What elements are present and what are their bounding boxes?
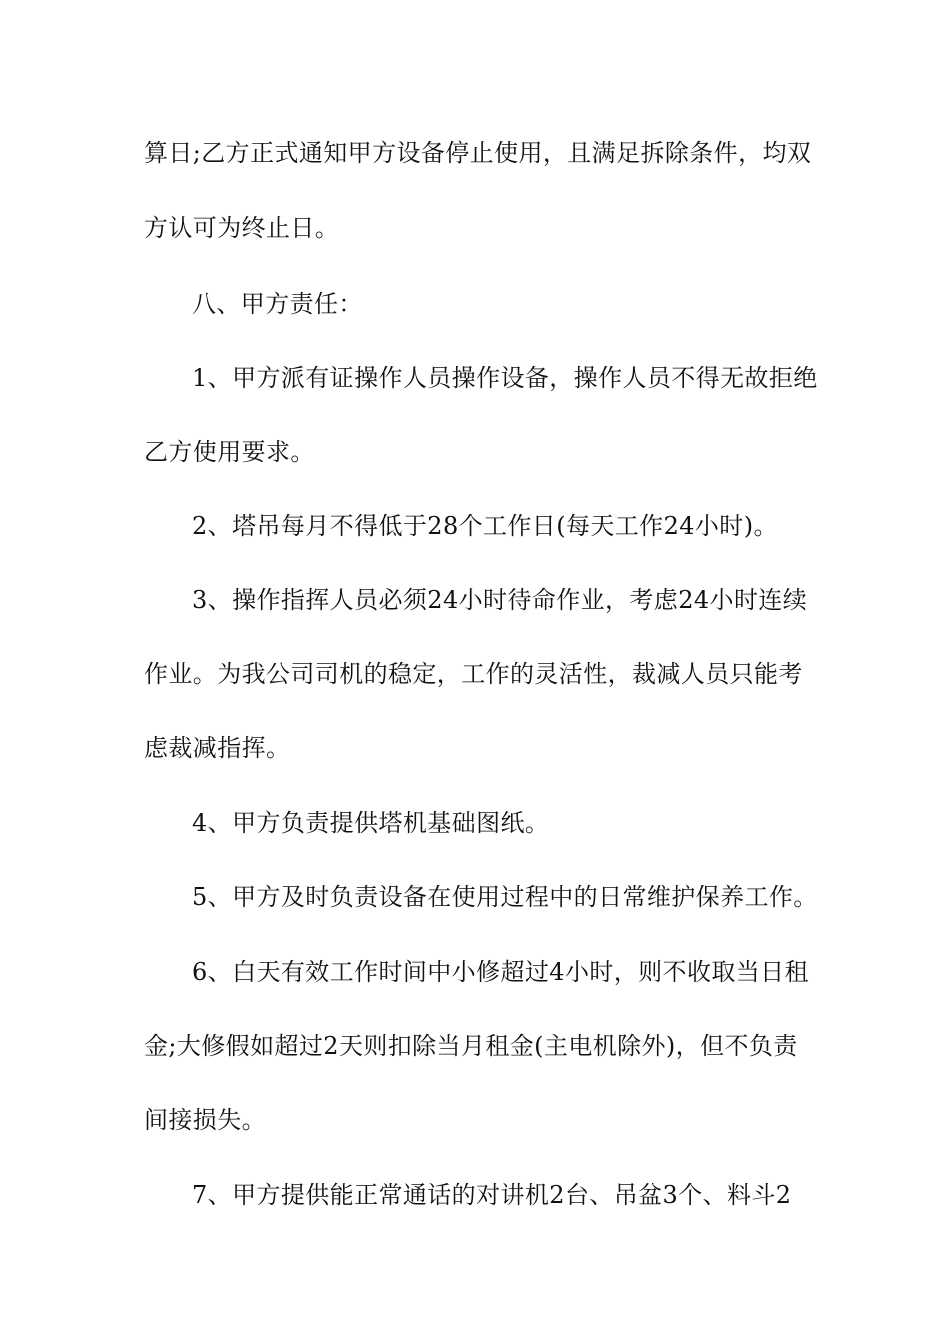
section-heading: 八、甲方责任： [192, 290, 363, 318]
clause-7-line-1: 7、甲方提供能正常通话的对讲机2台、吊盆3个、料斗2 [192, 1181, 792, 1209]
clause-4: 4、甲方负责提供塔机基础图纸。 [192, 809, 550, 837]
clause-3-line-2: 作业。为我公司司机的稳定，工作的灵活性，裁减人员只能考 [144, 660, 803, 688]
clause-1-line-2: 乙方使用要求。 [144, 438, 315, 466]
clause-6-line-3: 间接损失。 [144, 1106, 266, 1134]
clause-2: 2、塔吊每月不得低于28个工作日(每天工作24小时)。 [192, 512, 778, 540]
clause-3-line-1: 3、操作指挥人员必须24小时待命作业，考虑24小时连续 [192, 586, 808, 614]
clause-1-line-1: 1、甲方派有证操作人员操作设备，操作人员不得无故拒绝 [192, 364, 818, 392]
text-line-2: 方认可为终止日。 [144, 214, 340, 242]
clause-3-line-3: 虑裁减指挥。 [144, 734, 291, 762]
clause-6-line-1: 6、白天有效工作时间中小修超过4小时，则不收取当日租 [192, 958, 809, 986]
text-line-1: 算日;乙方正式通知甲方设备停止使用，且满足拆除条件，均双 [144, 139, 812, 167]
clause-5: 5、甲方及时负责设备在使用过程中的日常维护保养工作。 [192, 883, 818, 911]
clause-6-line-2: 金;大修假如超过2天则扣除当月租金(主电机除外)，但不负责 [144, 1032, 798, 1060]
